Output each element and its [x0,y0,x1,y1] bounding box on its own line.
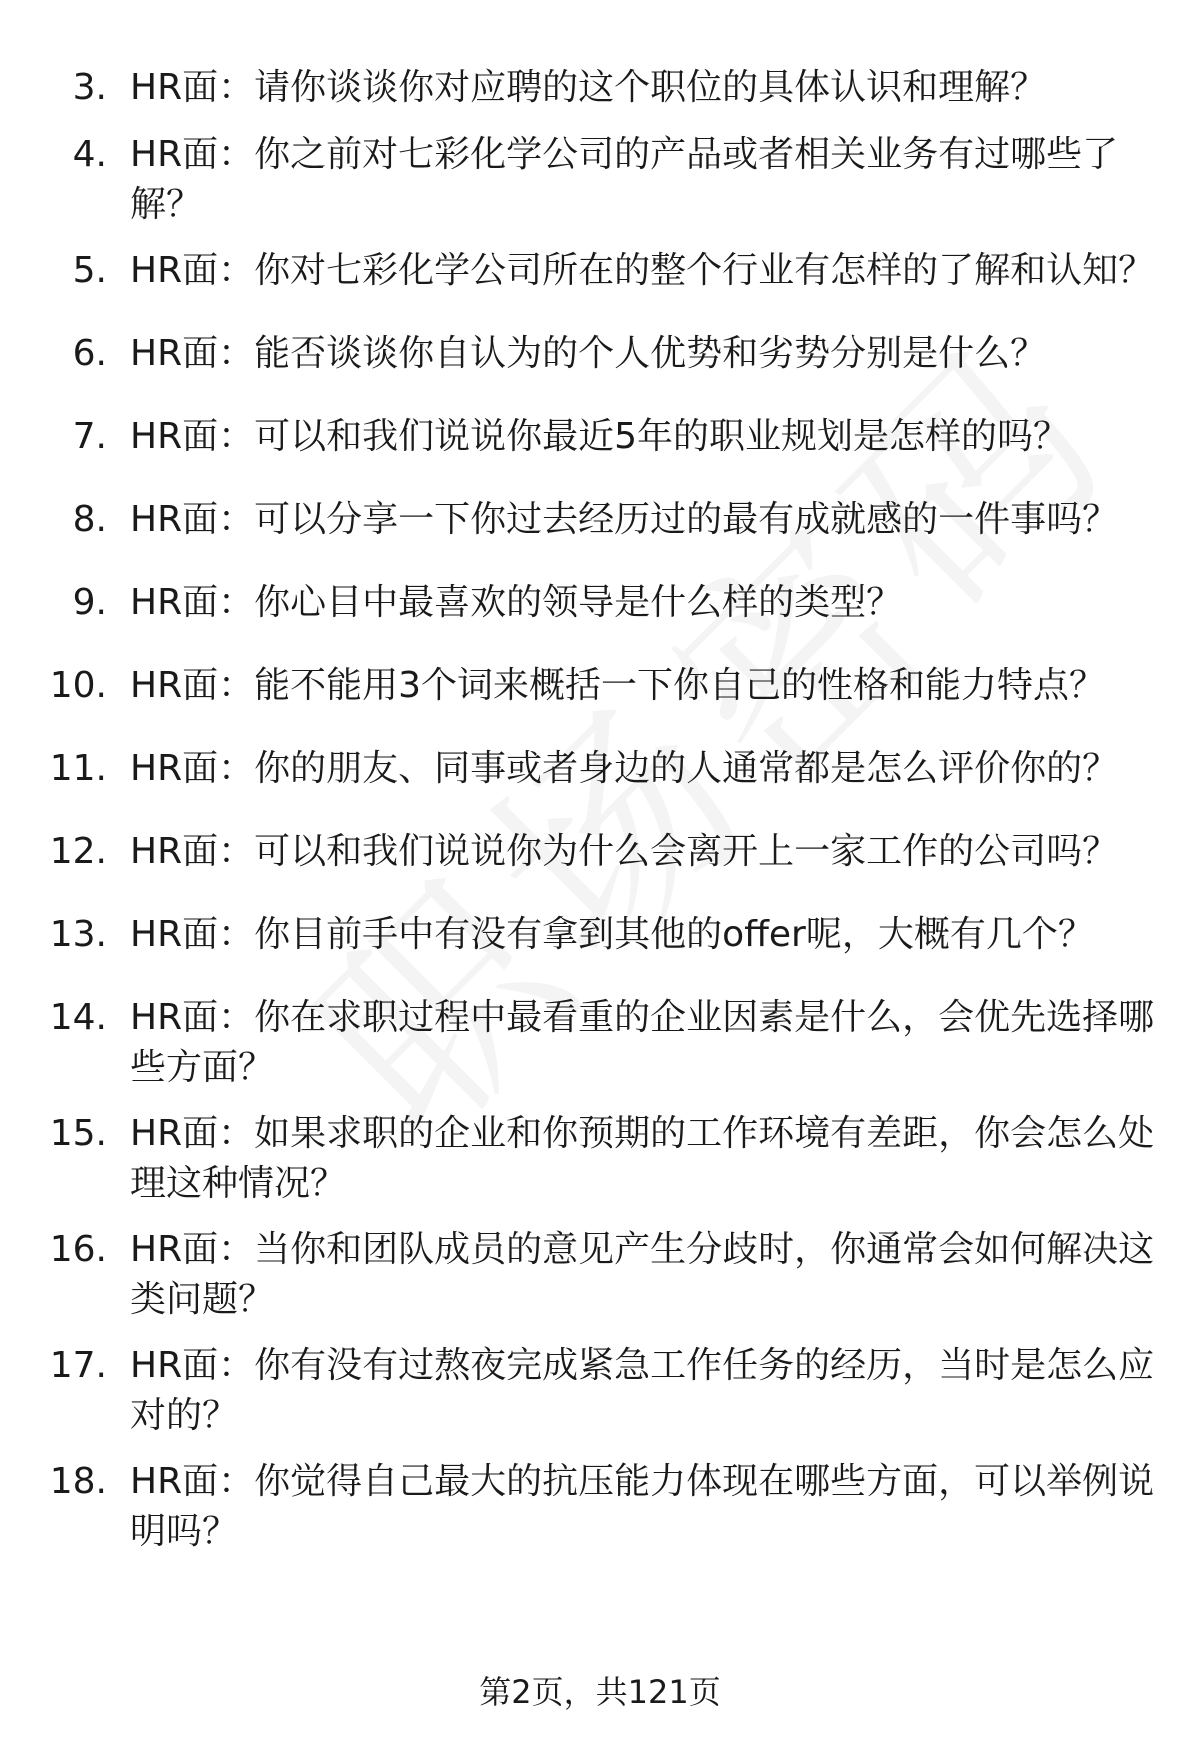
question-text: HR面：可以和我们说说你为什么会离开上一家工作的公司吗？ [130,831,1119,872]
question-text: HR面：你之前对七彩化学公司的产品或者相关业务有过哪些了解？ [130,134,1119,225]
question-number: 13. [49,914,107,955]
question-number: 16. [49,1229,107,1270]
question-number: 10. [49,665,107,706]
question-number: 15. [49,1113,107,1154]
question-number: 3. [72,67,107,108]
question-text: HR面：能不能用3个词来概括一下你自己的性格和能力特点？ [130,665,1105,706]
question-text: HR面：请你谈谈你对应聘的这个职位的具体认识和理解？ [130,67,1047,108]
question-text: HR面：你心目中最喜欢的领导是什么样的类型？ [130,582,903,623]
question-number: 11. [49,748,107,789]
question-text: HR面：当你和团队成员的意见产生分歧时，你通常会如何解决这类问题？ [130,1229,1155,1320]
question-text: HR面：你目前手中有没有拿到其他的offer呢，大概有几个？ [130,914,1094,955]
question-number: 7. [72,416,107,457]
question-text: HR面：你的朋友、同事或者身边的人通常都是怎么评价你的？ [130,748,1119,789]
question-number: 14. [49,997,107,1038]
question-number: 12. [49,831,107,872]
question-number: 17. [49,1345,107,1386]
question-number: 9. [72,582,107,623]
question-number: 6. [72,333,107,374]
question-number: 4. [72,134,107,175]
question-number: 8. [72,499,107,540]
page-footer: 第2页，共121页 [479,1673,721,1711]
question-number: 5. [72,250,107,291]
question-text: HR面：你有没有过熬夜完成紧急工作任务的经历，当时是怎么应对的？ [130,1345,1155,1436]
question-number: 18. [49,1461,107,1502]
question-text: HR面：你觉得自己最大的抗压能力体现在哪些方面，可以举例说明吗？ [130,1461,1155,1552]
question-text: HR面：能否谈谈你自认为的个人优势和劣势分别是什么？ [130,333,1047,374]
question-text: HR面：可以分享一下你过去经历过的最有成就感的一件事吗？ [130,499,1119,540]
question-text: HR面：可以和我们说说你最近5年的职业规划是怎样的吗？ [130,416,1069,457]
question-text: HR面：你在求职过程中最看重的企业因素是什么，会优先选择哪些方面？ [130,997,1155,1088]
question-text: HR面：如果求职的企业和你预期的工作环境有差距，你会怎么处理这种情况？ [130,1113,1155,1204]
question-text: HR面：你对七彩化学公司所在的整个行业有怎样的了解和认知？ [130,250,1155,291]
